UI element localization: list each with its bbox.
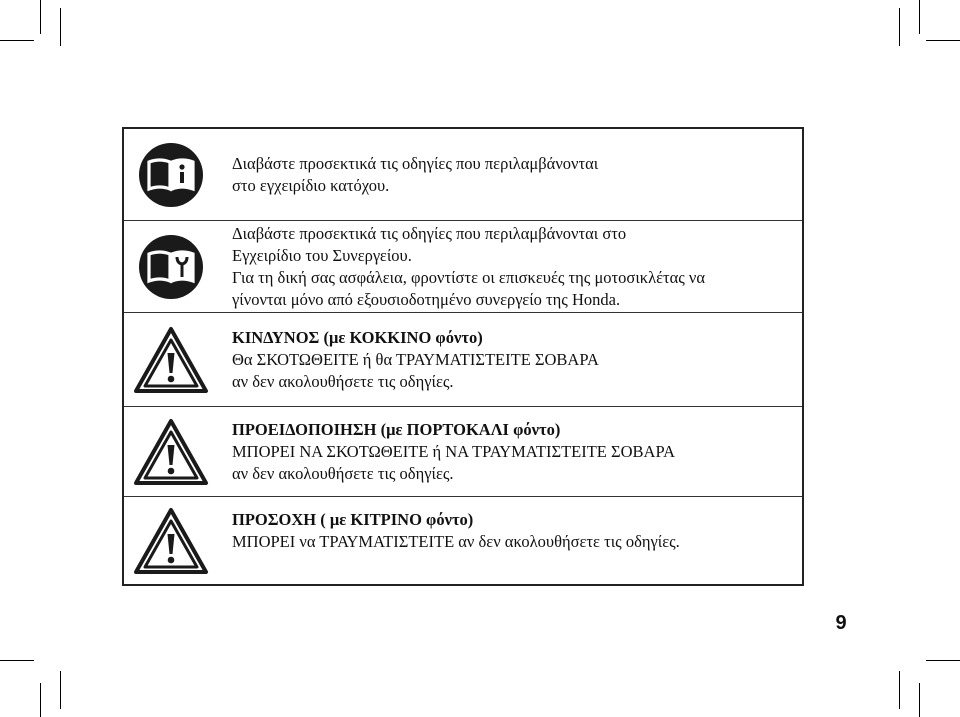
instruction-line: στο εγχειρίδιο κατόχου. xyxy=(232,175,390,195)
crop-mark xyxy=(40,0,41,34)
instruction-line: ΜΠΟΡΕΙ να ΤΡΑΥΜΑΤΙΣΤΕΙΤΕ αν δεν ακολουθήσετε τις οδηγίες. xyxy=(232,532,680,551)
text-cell xyxy=(232,407,792,496)
warning-triangle-icon xyxy=(133,507,209,575)
crop-mark xyxy=(40,683,41,717)
crop-mark xyxy=(0,660,34,661)
table-row xyxy=(124,220,802,312)
crop-mark xyxy=(926,40,960,41)
warning-triangle-icon xyxy=(133,326,209,394)
instruction-line: Για τη δική σας ασφάλεια, φροντίστε οι επισκευές της μοτοσικλέτας να xyxy=(232,267,706,287)
instruction-line: Διαβάστε προσεκτικά τις οδηγίες που περιλαμβάνονται στο xyxy=(232,223,627,243)
text-cell xyxy=(232,129,792,220)
text-cell xyxy=(232,313,792,406)
page-number: 9 xyxy=(835,612,847,634)
table-row xyxy=(124,406,802,496)
crop-mark xyxy=(926,660,960,661)
signal-word-heading: ΚΙΝΔΥΝΟΣ (με ΚΟΚΚΙΝΟ φόντο) xyxy=(232,327,483,347)
instruction-line: αν δεν ακολουθήσετε τις οδηγίες. xyxy=(232,371,454,391)
crop-mark xyxy=(919,0,920,34)
crop-mark xyxy=(60,671,61,709)
signal-word-heading: ΠΡΟΣΟΧΗ ( με ΚΙΤΡΙΝΟ φόντο) xyxy=(232,510,474,529)
icon-cell xyxy=(124,129,218,220)
signal-word-heading: ΠΡΟΕΙΔΟΠΟΙΗΣΗ (με ΠΟΡΤΟΚΑΛΙ φόντο) xyxy=(232,419,561,439)
instruction-line: Εγχειρίδιο του Συνεργείου. xyxy=(232,245,412,265)
icon-cell xyxy=(124,221,218,312)
read-service-manual-icon xyxy=(138,234,204,300)
table-row xyxy=(124,496,802,584)
icon-cell xyxy=(124,313,218,406)
crop-mark xyxy=(919,683,920,717)
instruction-line: αν δεν ακολουθήσετε τις οδηγίες. xyxy=(232,463,454,483)
crop-mark xyxy=(899,8,900,46)
instruction-line: γίνονται μόνο από εξουσιοδοτημένο συνεργείο της Honda. xyxy=(232,289,621,309)
safety-symbols-table xyxy=(122,127,804,586)
crop-mark xyxy=(0,40,34,41)
icon-cell xyxy=(124,407,218,496)
table-row xyxy=(124,129,802,220)
text-cell xyxy=(232,221,792,312)
text-cell xyxy=(232,497,792,584)
icon-cell xyxy=(124,497,218,584)
crop-mark xyxy=(60,8,61,46)
table-row xyxy=(124,312,802,406)
read-owners-manual-icon xyxy=(138,142,204,208)
instruction-line: Διαβάστε προσεκτικά τις οδηγίες που περιλαμβάνονται xyxy=(232,153,599,173)
warning-triangle-icon xyxy=(133,418,209,486)
instruction-line: Θα ΣΚΟΤΩΘΕΙΤΕ ή θα ΤΡΑΥΜΑΤΙΣΤΕΙΤΕ ΣΟΒΑΡΑ xyxy=(232,349,599,369)
instruction-line: ΜΠΟΡΕΙ ΝΑ ΣΚΟΤΩΘΕΙΤΕ ή ΝΑ ΤΡΑΥΜΑΤΙΣΤΕΙΤΕ ΣΟΒΑΡΑ xyxy=(232,441,676,461)
crop-mark xyxy=(899,671,900,709)
